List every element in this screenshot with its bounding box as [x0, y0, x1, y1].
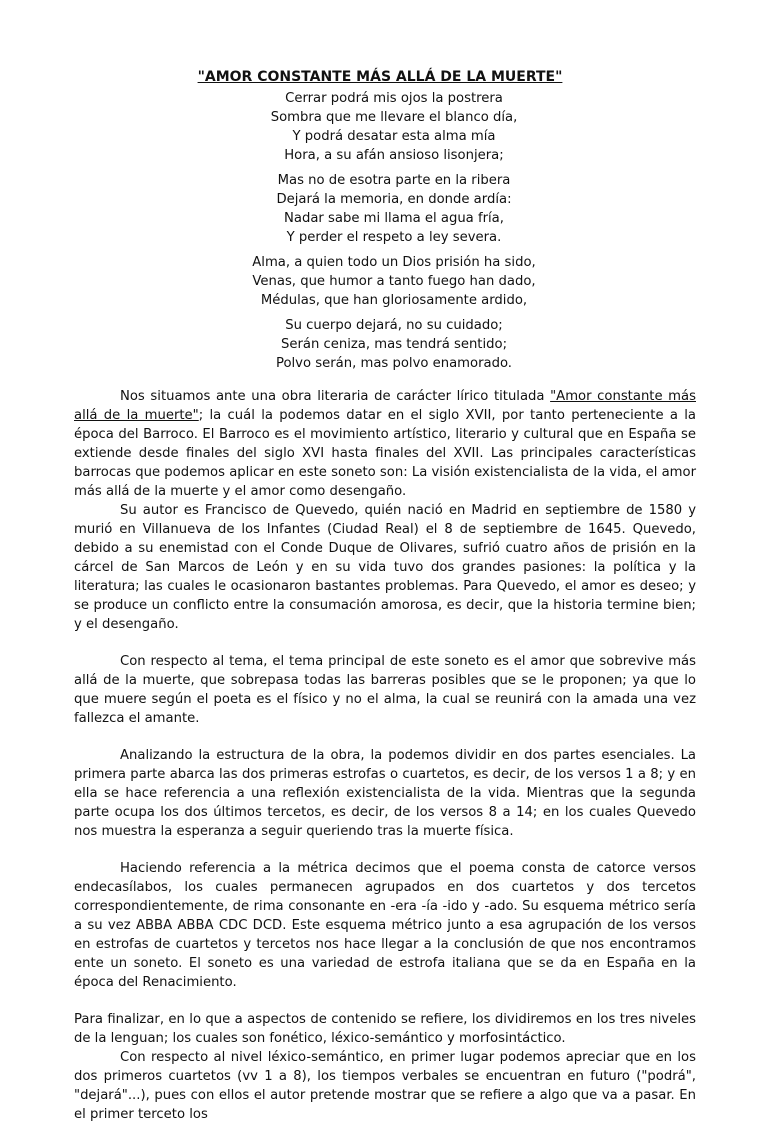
verse: Su cuerpo dejará, no su cuidado; — [285, 318, 503, 333]
verse: Alma, a quien todo un Dios prisión ha sido, — [252, 255, 536, 270]
paragraph-conclusion-intro: Para finalizar, en lo que a aspectos de contenido se refiere, los dividiremos en los tres niveles de la lenguan; los cuales son fonético, léxico-semántico y morfosintáctico. — [74, 1012, 696, 1046]
paragraph-author: Su autor es Francisco de Quevedo, quién nació en Madrid en septiembre de 1580 y murió en Villanueva de los Infantes (Ciudad Real) el 8 de septiembre de 1645. Quevedo, debido a su enemistad con el Conde Duque de Olivares, sufrió cuatro años de prisión en la cárcel de San Marcos de León y en su vida tuvo dos grandes pasiones: la política y la literatura; las cuales le ocasionaron bastantes problemas. Para Quevedo, el amor es deseo; y se produce un conflicto entre la consumación amorosa, es decir, que la historia termine bien; y el desengaño. — [74, 503, 696, 632]
stanza-4 — [92, 316, 696, 373]
verse: Polvo serán, mas polvo enamorado. — [275, 356, 513, 371]
verse: Médulas, que han gloriosamente ardido, — [260, 293, 528, 308]
verse: Mas no de esotra parte en la ribera — [277, 173, 511, 188]
intro-text-continued: ; la cuál la podemos datar en el siglo XVII, por tanto perteneciente a la época del Barroco. El Barroco es el movimiento artístico, literario y cultural que en España se extiende desde finales del siglo XVI hasta finales del XVII. Las principales características barrocas que podemos aplicar en este soneto son: La visión existencialista de la vida, el amor más allá de la muerte y el amor como desengaño. — [74, 408, 696, 499]
stanza-2 — [92, 171, 696, 247]
paragraph-introduction — [74, 387, 696, 501]
verse: Serán ceniza, mas tendrá sentido; — [280, 337, 508, 352]
verse: Nadar sabe mi llama el agua fría, — [284, 211, 504, 226]
poem — [74, 89, 696, 373]
verse: Y podrá desatar esta alma mía — [292, 129, 496, 144]
essay — [74, 387, 696, 1124]
intro-text: Nos situamos ante una obra literaria de carácter lírico titulada — [120, 389, 551, 404]
paragraph-lexical-semantic: Con respecto al nivel léxico-semántico, en primer lugar podemos apreciar que en los dos primeros cuartetos (vv 1 a 8), los tiempos verbales se encuentran en futuro ("podrá", "dejará"...), pues con ellos el autor pretende mostrar que se refiere a algo que va a pasar. En el primer terceto los — [74, 1050, 696, 1122]
stanza-1 — [92, 89, 696, 165]
paragraph-structure: Analizando la estructura de la obra, la podemos dividir en dos partes esenciales. La primera parte abarca las dos primeras estrofas o cuartetos, es decir, de los versos 1 a 8; y en ella se hace referencia a una reflexión existencialista de la vida. Mientras que la segunda parte ocupa los dos últimos tercetos, es decir, de los versos 8 a 14; en los cuales Quevedo nos muestra la esperanza a seguir queriendo tras la muerte física. — [74, 748, 696, 839]
paragraph-theme: Con respecto al tema, el tema principal de este soneto es el amor que sobrevive más allá de la muerte, que sobrepasa todas las barreras posibles que se le proponen; ya que lo que muere según el poeta es el físico y no el alma, la cual se reunirá con la amada una vez fallezca el amante. — [74, 654, 696, 726]
verse: Hora, a su afán ansioso lisonjera; — [284, 148, 504, 163]
paragraph-metrics: Haciendo referencia a la métrica decimos que el poema consta de catorce versos endecasílabos, los cuales permanecen agrupados en dos cuartetos y dos tercetos correspondientemente, de rima consonante en -era -ía -ido y -ado. Su esquema métrico sería a su vez ABBA ABBA CDC DCD. Este esquema métrico junto a esa agrupación de los versos en estrofas de cuartetos y tercetos nos hace llegar a la conclusión de que nos encontramos ente un soneto. El soneto es una variedad de estrofa italiana que se da en España en la época del Renacimiento. — [74, 861, 696, 990]
stanza-3 — [92, 253, 696, 310]
poem-title: "AMOR CONSTANTE MÁS ALLÁ DE LA MUERTE" — [197, 69, 563, 85]
verse: Dejará la memoria, en donde ardía: — [276, 192, 512, 207]
verse: Y perder el respeto a ley severa. — [286, 230, 502, 245]
verse: Sombra que me llevare el blanco día, — [270, 110, 518, 125]
verse: Cerrar podrá mis ojos la postrera — [285, 91, 503, 106]
poem-title-reference: "Amor constante más allá de la muerte" — [74, 389, 696, 423]
verse: Venas, que humor a tanto fuego han dado, — [252, 274, 536, 289]
